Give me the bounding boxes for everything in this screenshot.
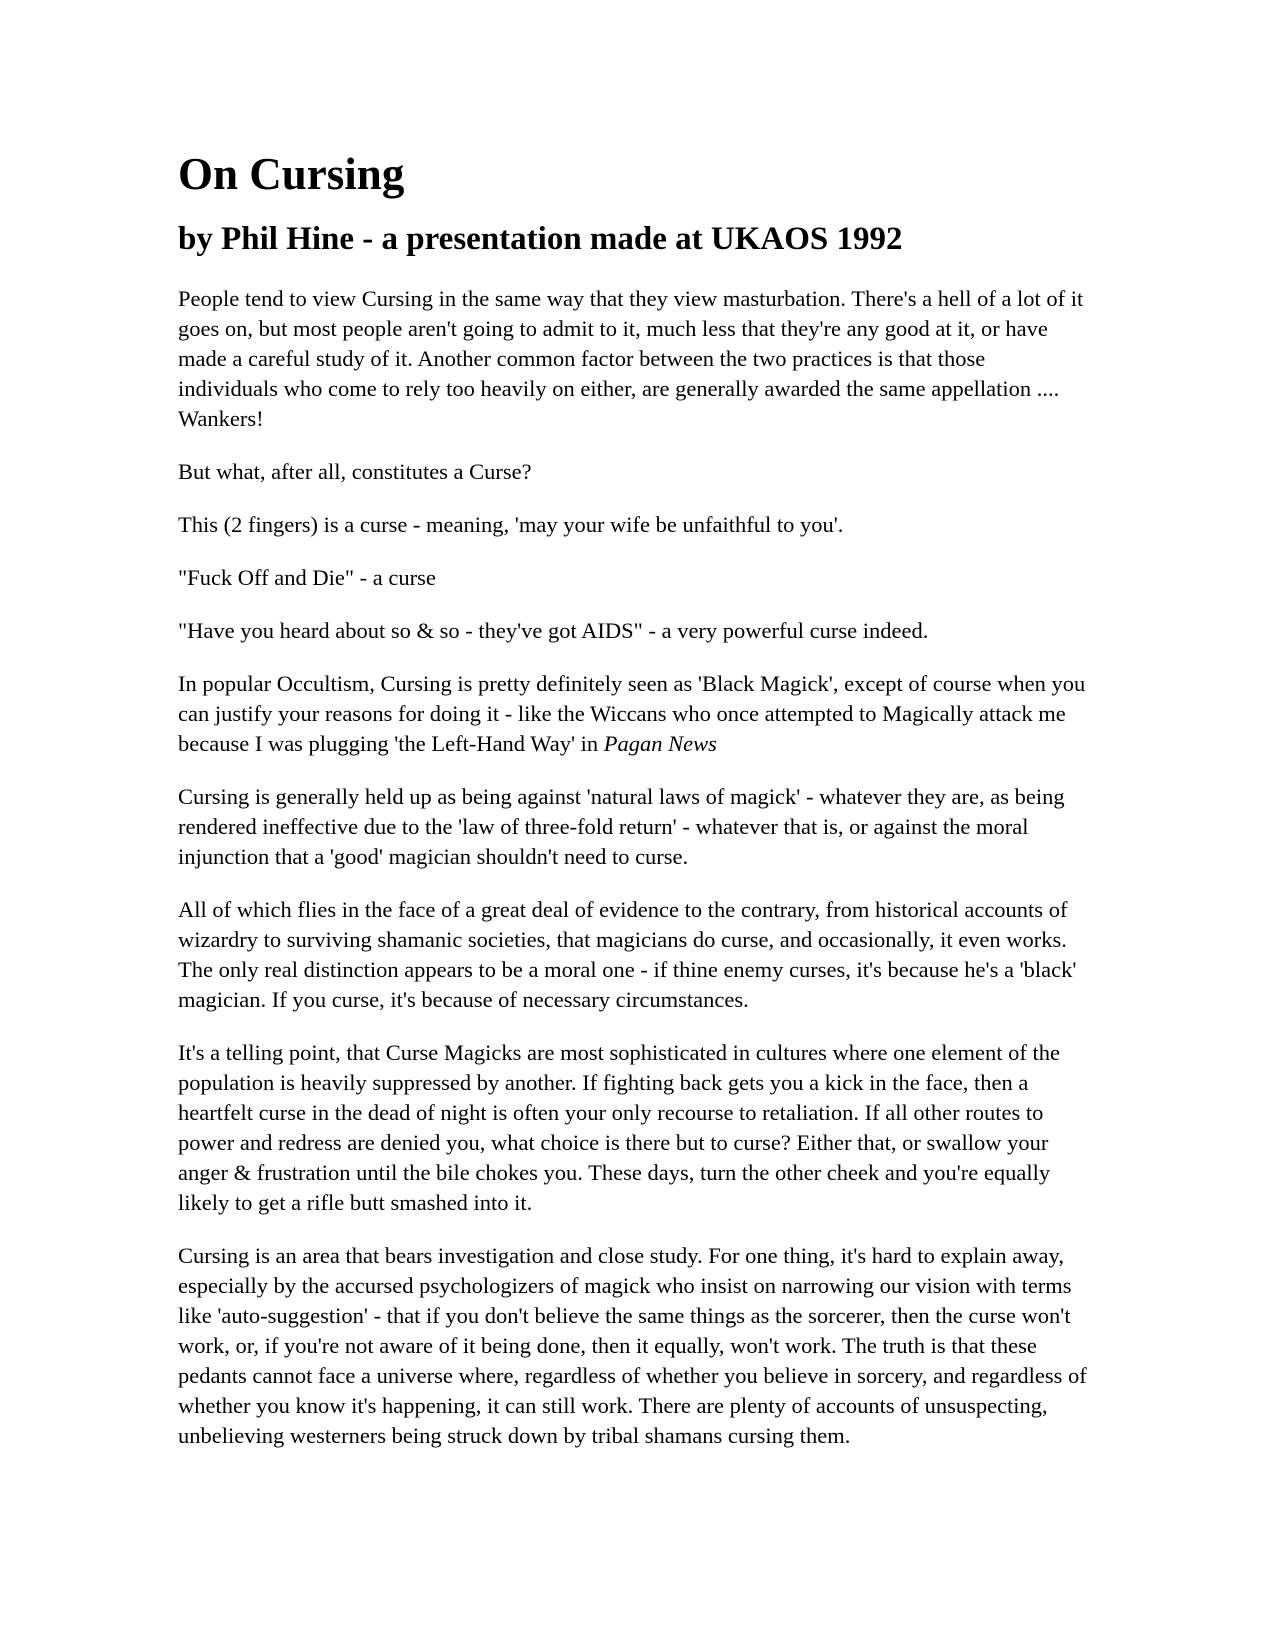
paragraph-text: This (2 fingers) is a curse - meaning, 'may your wife be unfaithful to you'. xyxy=(178,512,844,537)
body-paragraph xyxy=(178,1038,1088,1218)
paragraph-text: Cursing is generally held up as being against 'natural laws of magick' - whatever they are, as being rendered ineffective due to the 'law of three-fold return' - whatever that is, or against the moral injunction that a 'good' magician shouldn't need to curse. xyxy=(178,784,1065,869)
paragraph-text: "Have you heard about so & so - they've got AIDS" - a very powerful curse indeed. xyxy=(178,618,929,643)
paragraph-text: In popular Occultism, Cursing is pretty definitely seen as 'Black Magick', except of course when you can justify your reasons for doing it - like the Wiccans who once attempted to Magically attack me because I was plugging 'the Left-Hand Way' in xyxy=(178,671,1086,756)
body-paragraph xyxy=(178,457,1088,487)
body-paragraph xyxy=(178,782,1088,872)
body-paragraph xyxy=(178,563,1088,593)
body-paragraph xyxy=(178,669,1088,759)
page-title: On Cursing xyxy=(178,149,405,199)
body-paragraph xyxy=(178,1241,1088,1451)
paragraph-text: People tend to view Cursing in the same way that they view masturbation. There's a hell of a lot of it goes on, but most people aren't going to admit to it, much less that they're any good at it, or have made a careful study of it. Another common factor between the two practices is that those individuals who come to rely too heavily on either, are generally awarded the same appellation .... Wankers! xyxy=(178,286,1084,431)
paragraph-italic-text: Pagan News xyxy=(603,731,717,756)
body-paragraph xyxy=(178,284,1088,434)
paragraph-text: Cursing is an area that bears investigation and close study. For one thing, it's hard to explain away, especially by the accursed psychologizers of magick who insist on narrowing our vision with terms like 'auto-suggestion' - that if you don't believe the same things as the sorcerer, then the curse won't work, or, if you're not aware of it being done, then it equally, won't work. The truth is that these pedants cannot face a universe where, regardless of whether you believe in sorcery, and regardless of whether you know it's happening, it can still work. There are plenty of accounts of unsuspecting, unbelieving westerners being struck down by tribal shamans cursing them. xyxy=(178,1243,1087,1448)
paragraph-text: All of which flies in the face of a great deal of evidence to the contrary, from historical accounts of wizardry to surviving shamanic societies, that magicians do curse, and occasionally, it even works. The only real distinction appears to be a moral one - if thine enemy curses, it's because he's a 'black' magician. If you curse, it's because of necessary circumstances. xyxy=(178,897,1077,1012)
body-paragraph xyxy=(178,895,1088,1015)
paragraph-text: It's a telling point, that Curse Magicks are most sophisticated in cultures where one element of the population is heavily suppressed by another. If fighting back gets you a kick in the face, then a heartfelt curse in the dead of night is often your only recourse to retaliation. If all other routes to power and redress are denied you, what choice is there but to curse? Either that, or swallow your anger & frustration until the bile chokes you. These days, turn the other cheek and you're equally likely to get a rifle butt smashed into it. xyxy=(178,1040,1060,1215)
paragraph-text: But what, after all, constitutes a Curse? xyxy=(178,459,532,484)
document-content xyxy=(178,0,1088,1451)
paragraph-text: "Fuck Off and Die" - a curse xyxy=(178,565,436,590)
body-paragraph xyxy=(178,510,1088,540)
page-subtitle: by Phil Hine - a presentation made at UKAOS 1992 xyxy=(178,221,903,257)
body-paragraph xyxy=(178,616,1088,646)
